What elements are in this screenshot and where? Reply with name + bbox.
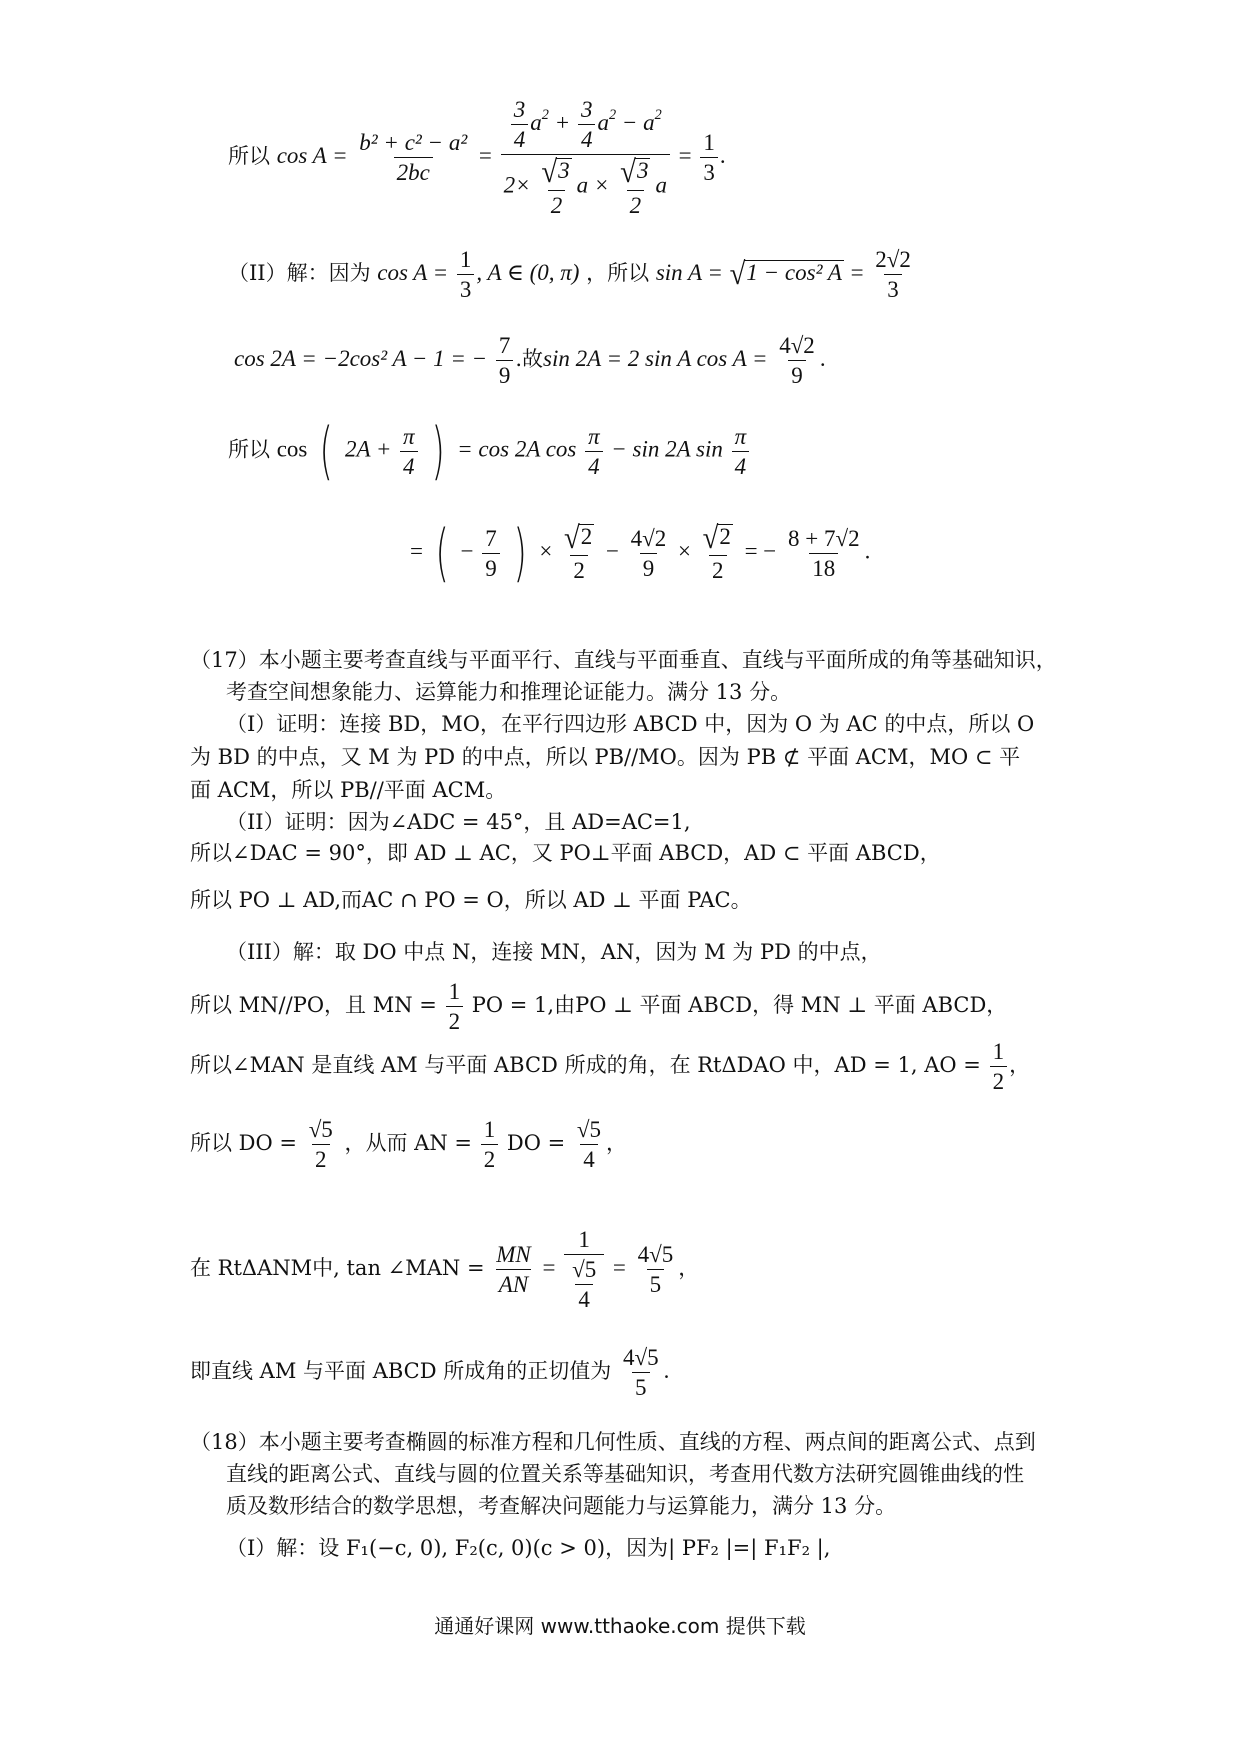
radicand: 1 − cos² A (744, 260, 843, 289)
fraction-denominator: 4 (580, 1144, 598, 1171)
q17-part1-line1: （I）证明：连接 BD，MO，在平行四边形 ABCD 中，因为 O 为 AC 的中点，所以 O (226, 712, 1035, 736)
fraction-denominator: 2 (990, 1066, 1008, 1093)
fraction-result (776, 334, 818, 387)
radicand: 3 (635, 158, 651, 187)
left-paren-icon: ( (435, 516, 449, 589)
q17-part3-line1: （III）解：取 DO 中点 N，连接 MN，AN，因为 M 为 PD 的中点， (226, 940, 882, 964)
den: 2 (627, 190, 645, 217)
sqrt-expr: √ 1 − cos² A (729, 256, 842, 292)
fraction-numerator: 4√5 (622, 1345, 659, 1370)
fraction-one-third (457, 248, 475, 301)
fraction-sqrt2-2: √ 2 2 (563, 519, 593, 584)
q18-intro-line1: （18）本小题主要考查椭圆的标准方程和几何性质、直线的方程、两点间的距离公式、点到 (190, 1430, 1036, 1454)
period: . (864, 538, 871, 564)
text-so: ，所以 (586, 261, 650, 285)
fraction-sqrt5-4 (574, 1118, 604, 1171)
coef-den: 4 (578, 124, 596, 151)
fraction-final (785, 527, 863, 580)
domain: , A ∈ (0, π) (476, 260, 580, 285)
inner-expr: 2A + (344, 436, 392, 462)
fraction-numerator: 1 (448, 979, 461, 1004)
text-so: 所以 (228, 143, 270, 168)
den-coef: 2× (503, 172, 531, 198)
fraction-denominator: 9 (496, 360, 514, 387)
period: . (663, 1358, 670, 1383)
fraction-numerator: 4√5 (637, 1242, 674, 1267)
text: 所以∠MAN 是直线 AM 与平面 ABCD 所成的角，在 RtΔDAO 中，AD = 1, AO = (190, 1053, 981, 1077)
fraction-numerator: 1 (483, 1117, 496, 1142)
fraction-denominator: 3 (457, 274, 475, 301)
equals: = (410, 538, 423, 564)
fraction-denominator: 4 (400, 451, 418, 478)
q18-part1-line1: （I）解：设 F₁(−c, 0), F₂(c, 0)(c > 0)，因为| PF₂ |=| F₁F₂ |, (226, 1536, 831, 1560)
numeric-evaluation (410, 516, 871, 589)
fraction-compound (564, 1228, 604, 1311)
text: PO = 1,由PO ⊥ 平面 ABCD，得 MN ⊥ 平面 ABCD， (471, 993, 1008, 1017)
fraction-numerator: π (588, 423, 600, 449)
fraction-denominator: 5 (632, 1372, 650, 1399)
fraction-substituted (501, 98, 670, 217)
fraction-denominator: 2 (570, 555, 588, 582)
fraction-4sqrt5-5 (620, 1346, 662, 1399)
q17-part3-line2 (190, 980, 1007, 1033)
fraction-denominator: 9 (482, 553, 500, 580)
fraction-numerator: π (734, 423, 747, 449)
fraction-result (700, 131, 718, 184)
fraction-result (872, 248, 914, 301)
fraction-numerator: 1 (992, 1039, 1005, 1064)
minus: − (460, 538, 474, 564)
part2-sinA (228, 248, 916, 301)
fraction-denominator (564, 1254, 604, 1311)
expansion-part2: − sin 2A sin (611, 436, 723, 462)
coef-fraction (511, 98, 529, 151)
fraction-numerator: 7 (498, 333, 511, 358)
fraction-half (481, 1118, 499, 1171)
expansion-part1: = cos 2A cos (457, 436, 577, 462)
radicand: 2 (579, 524, 595, 553)
fraction-numerator: 8 + 7√2 (787, 525, 860, 551)
radicand: 3 (556, 158, 572, 187)
text: 所以 MN//PO，且 MN = (190, 993, 437, 1017)
fraction-numerator: 1 (578, 1227, 590, 1252)
fraction-numerator: √5 (308, 1117, 333, 1142)
fraction-denominator: AN (496, 1269, 531, 1296)
fraction-4sqrt2-9 (628, 527, 670, 580)
fraction-numerator: 4√2 (779, 333, 815, 358)
fraction-numerator: 7 (485, 525, 497, 551)
fraction-denominator: 9 (788, 360, 806, 387)
coef-den: 4 (511, 124, 529, 151)
fraction-denominator: 4 (732, 451, 750, 478)
fraction-numerator: 2√2 (875, 247, 911, 272)
comma: ， (1009, 1053, 1031, 1077)
fraction-7-9 (496, 334, 514, 387)
right-paren-icon: ) (431, 414, 446, 487)
fraction-numerator: $\frac{3}{4}$ $a^2$ + $\frac{3}{4}$ $a^2 - a^2$ (506, 98, 665, 154)
q17-part3-line5 (190, 1228, 699, 1311)
text: 即直线 AM 与平面 ABCD 所成角的正切值为 (190, 1359, 612, 1383)
fraction-denominator: 2× √ 3 2 a × √ 3 2 a (501, 154, 670, 217)
fraction-pi-4 (585, 425, 603, 478)
fraction-denominator: 2 (312, 1144, 330, 1171)
fraction-denominator: 3 (700, 157, 718, 184)
cosA-formula: 所以 cos A = $\frac{\text{b² + c² − a²}}{2bc}$ = $\frac{3}{4}$ $a^2$ + $\frac{3}{4}$ $a^2 - a^2$ 2× √ 3 2 a × √ 3 2 a = $\frac{1}{3}$ . (228, 97, 726, 218)
fraction-numerator: 1 (703, 129, 715, 155)
q18-intro-line3: 质及数形结合的数学思想，考查解决问题能力与运算能力，满分 13 分。 (226, 1494, 897, 1518)
cos2A-lhs: cos 2A = −2cos² A − 1 = − (234, 346, 488, 371)
fraction-denominator: 18 (809, 553, 838, 580)
q17-part2-line3: 所以 PO ⊥ AD,而AC ∩ PO = O，所以 AD ⊥ 平面 PAC。 (190, 888, 752, 912)
left-paren-icon: ( (319, 414, 333, 487)
sin2A-rhs: sin 2A = 2 sin A cos A = (543, 346, 768, 371)
cosA: cos A = (377, 260, 449, 285)
sqrt3-over-2: √ 3 2 (620, 154, 649, 218)
fraction-denominator: 2 (446, 1006, 464, 1033)
fraction-sqrt5-2 (306, 1118, 336, 1171)
equals: = (612, 1255, 626, 1280)
fraction-pi-4 (732, 425, 750, 478)
cosA-lhs: cos A = (276, 142, 348, 168)
fraction-denominator: 2bc (394, 157, 433, 184)
fraction-numerator: √5 (572, 1257, 597, 1282)
text: 在 RtΔANM中, tan ∠MAN = (190, 1256, 485, 1280)
text-hence: .故 (515, 347, 544, 371)
cos2A-line: cos 2A = −2cos² A − 1 = − $\frac{7}{9}$ .故sin 2A = 2 sin A cos A = $\frac{4√2}{9}$ . (234, 333, 826, 388)
radicand: 2 (717, 524, 733, 553)
fraction-sqrt2-2: √ 2 2 (702, 519, 731, 584)
fraction-sqrt5-4 (569, 1258, 599, 1311)
q17-part2-line2: 所以∠DAC = 90°，即 AD ⊥ AC，又 PO⊥平面 ABCD，AD ⊂ 平面 ABCD， (190, 841, 941, 865)
fraction-7-9 (482, 527, 500, 580)
fraction-denominator: 2 (481, 1144, 499, 1171)
sqrt3-over-2: √ 3 2 (541, 154, 570, 218)
minus: − (605, 538, 619, 564)
q17-part1-line3: 面 ACM，所以 PB//平面 ACM。 (190, 778, 507, 802)
part-label: （II）解：因为 (228, 261, 371, 285)
fraction-mn-an (493, 1243, 534, 1296)
fraction-numerator: 4√2 (630, 525, 667, 551)
fraction-numerator: MN (496, 1242, 531, 1267)
text: ，从而 AN = (344, 1131, 472, 1155)
q17-part3-line6 (190, 1346, 669, 1399)
q17-part3-line4 (190, 1118, 627, 1171)
fraction-half (990, 1040, 1008, 1093)
fraction-denominator: 4 (585, 451, 603, 478)
sinA: sin A = (655, 260, 723, 285)
text: DO = (506, 1131, 566, 1155)
coef-fraction (578, 98, 596, 151)
fraction-law-of-cosines (356, 131, 470, 184)
equals: = (542, 1255, 556, 1280)
text-so: 所以 (228, 437, 270, 462)
cos-label: cos (276, 436, 308, 462)
q17-intro-line2: 考查空间想象能力、运算能力和推理论证能力。满分 13 分。 (226, 680, 792, 704)
right-paren-icon: ) (513, 516, 528, 589)
page-footer: 通通好课网 www.tthaoke.com 提供下载 (434, 1614, 806, 1638)
comma: ， (678, 1256, 700, 1280)
fraction-denominator: 5 (647, 1269, 665, 1296)
fraction-denominator: 9 (640, 553, 658, 580)
fraction-pi-4 (400, 425, 418, 478)
fraction-denominator: 2 (709, 555, 727, 582)
fraction-denominator: 3 (884, 274, 902, 301)
text: 所以 DO = (190, 1131, 297, 1155)
equals: = (850, 260, 864, 285)
fraction-denominator: 4 (575, 1284, 593, 1311)
fraction-numerator: 1 (459, 247, 472, 272)
coef-num: 3 (580, 97, 593, 122)
den: 2 (548, 190, 566, 217)
times: × (677, 538, 691, 564)
equals-minus: = − (744, 538, 777, 564)
cos-sum-line (228, 414, 751, 487)
q17-intro-line1: （17）本小题主要考查直线与平面平行、直线与平面垂直、直线与平面所成的角等基础知识， (190, 648, 1057, 672)
fraction-4sqrt5-5 (635, 1243, 677, 1296)
comma: ， (606, 1131, 628, 1155)
q17-part2-line1: （II）证明：因为∠ADC = 45°，且 AD=AC=1, (226, 810, 691, 834)
fraction-numerator: b² + c² − a² (359, 129, 468, 155)
q17-part1-line2: 为 BD 的中点，又 M 为 PD 的中点，所以 PB//MO。因为 PB ⊄ 平面 ACM，MO ⊂ 平 (190, 745, 1021, 769)
fraction-half (446, 980, 464, 1033)
fraction-numerator: √5 (576, 1117, 602, 1142)
times: × (539, 538, 553, 564)
coef-num: 3 (513, 97, 526, 122)
fraction-numerator: π (403, 423, 415, 449)
q18-intro-line2: 直线的距离公式、直线与圆的位置关系等基础知识，考查用代数方法研究圆锥曲线的性 (226, 1462, 1024, 1486)
q17-part3-line3 (190, 1040, 1030, 1093)
